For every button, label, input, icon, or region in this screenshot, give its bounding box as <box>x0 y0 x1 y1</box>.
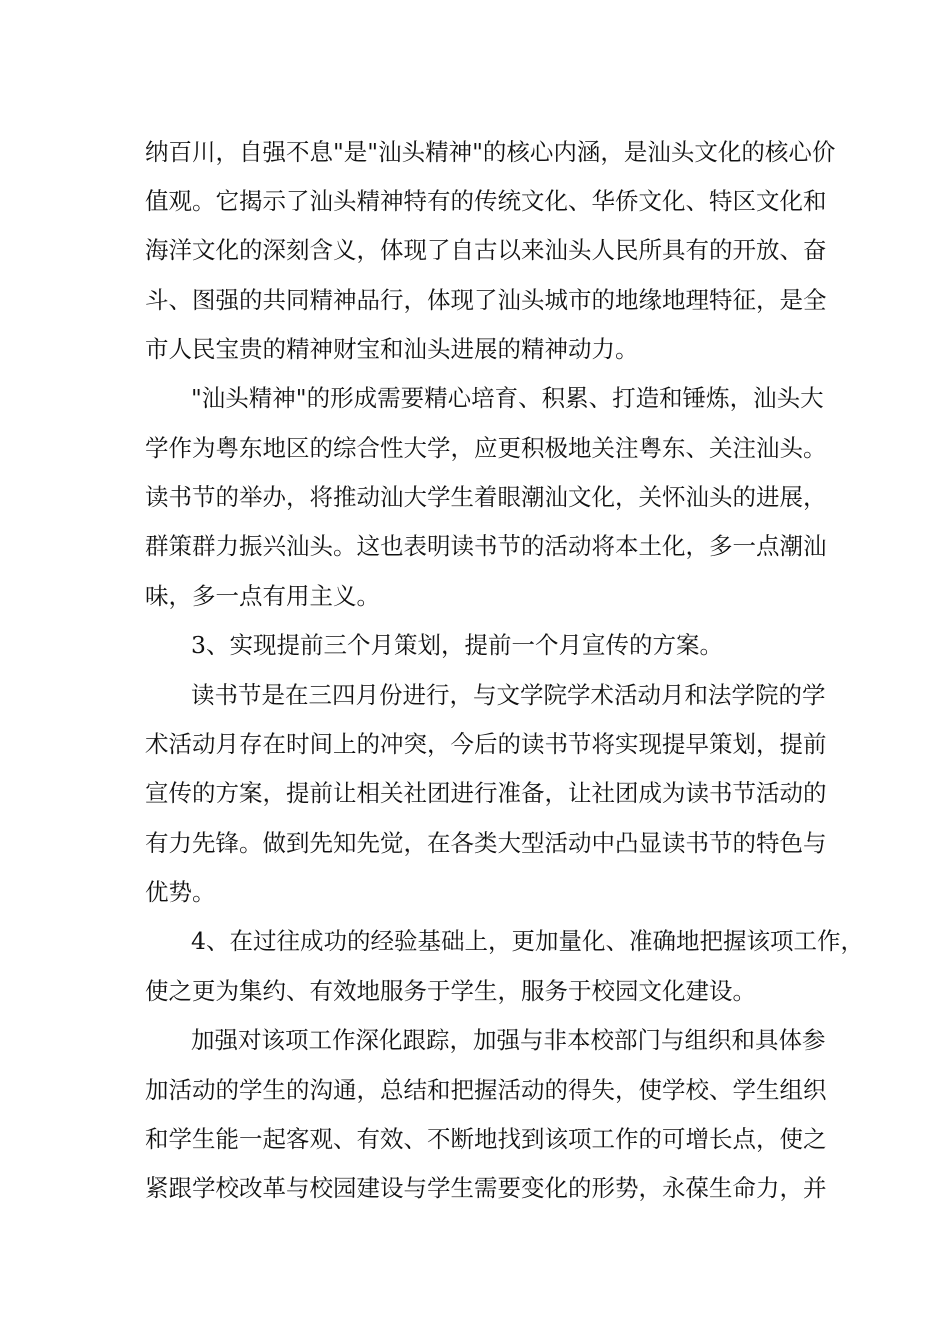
text-line-5: 市人民宝贵的精神财宝和汕头进展的精神动力。 <box>145 335 639 363</box>
text-line-7: 学作为粤东地区的综合性大学，应更积极地关注粤东、关注汕头。 <box>145 434 827 462</box>
text-line-9: 群策群力振兴汕头。这也表明读书节的活动将本土化，多一点潮汕 <box>145 532 827 560</box>
text-line-17: 4、在过往成功的经验基础上，更加量化、准确地把握该项工作， <box>191 927 864 955</box>
text-line-4: 斗、图强的共同精神品行，体现了汕头城市的地缘地理特征，是全 <box>145 286 827 314</box>
text-line-8: 读书节的举办，将推动汕大学生着眼潮汕文化，关怀汕头的进展， <box>145 483 827 511</box>
text-line-2: 值观。它揭示了汕头精神特有的传统文化、华侨文化、特区文化和 <box>145 187 827 215</box>
text-line-20: 加活动的学生的沟通，总结和把握活动的得失，使学校、学生组织 <box>145 1076 827 1104</box>
text-line-14: 宣传的方案，提前让相关社团进行准备，让社团成为读书节活动的 <box>145 779 827 807</box>
text-line-16: 优势。 <box>145 878 216 906</box>
text-line-6: "汕头精神"的形成需要精心培育、积累、打造和锤炼，汕头大 <box>191 384 824 412</box>
text-line-22: 紧跟学校改革与校园建设与学生需要变化的形势，永葆生命力，并 <box>145 1174 827 1202</box>
text-line-11: 3、实现提前三个月策划，提前一个月宣传的方案。 <box>191 631 723 659</box>
text-line-21: 和学生能一起客观、有效、不断地找到该项工作的可增长点，使之 <box>145 1125 827 1153</box>
text-line-12: 读书节是在三四月份进行，与文学院学术活动月和法学院的学 <box>191 681 826 709</box>
text-line-19: 加强对该项工作深化跟踪，加强与非本校部门与组织和具体参 <box>191 1026 826 1054</box>
text-line-13: 术活动月存在时间上的冲突，今后的读书节将实现提早策划，提前 <box>145 730 827 758</box>
text-line-18: 使之更为集约、有效地服务于学生，服务于校园文化建设。 <box>145 977 756 1005</box>
text-line-15: 有力先锋。做到先知先觉，在各类大型活动中凸显读书节的特色与 <box>145 829 827 857</box>
text-line-3: 海洋文化的深刻含义，体现了自古以来汕头人民所具有的开放、奋 <box>145 236 827 264</box>
text-line-10: 味，多一点有用主义。 <box>145 582 380 610</box>
text-line-1: 纳百川，自强不息"是"汕头精神"的核心内涵，是汕头文化的核心价 <box>145 138 836 166</box>
